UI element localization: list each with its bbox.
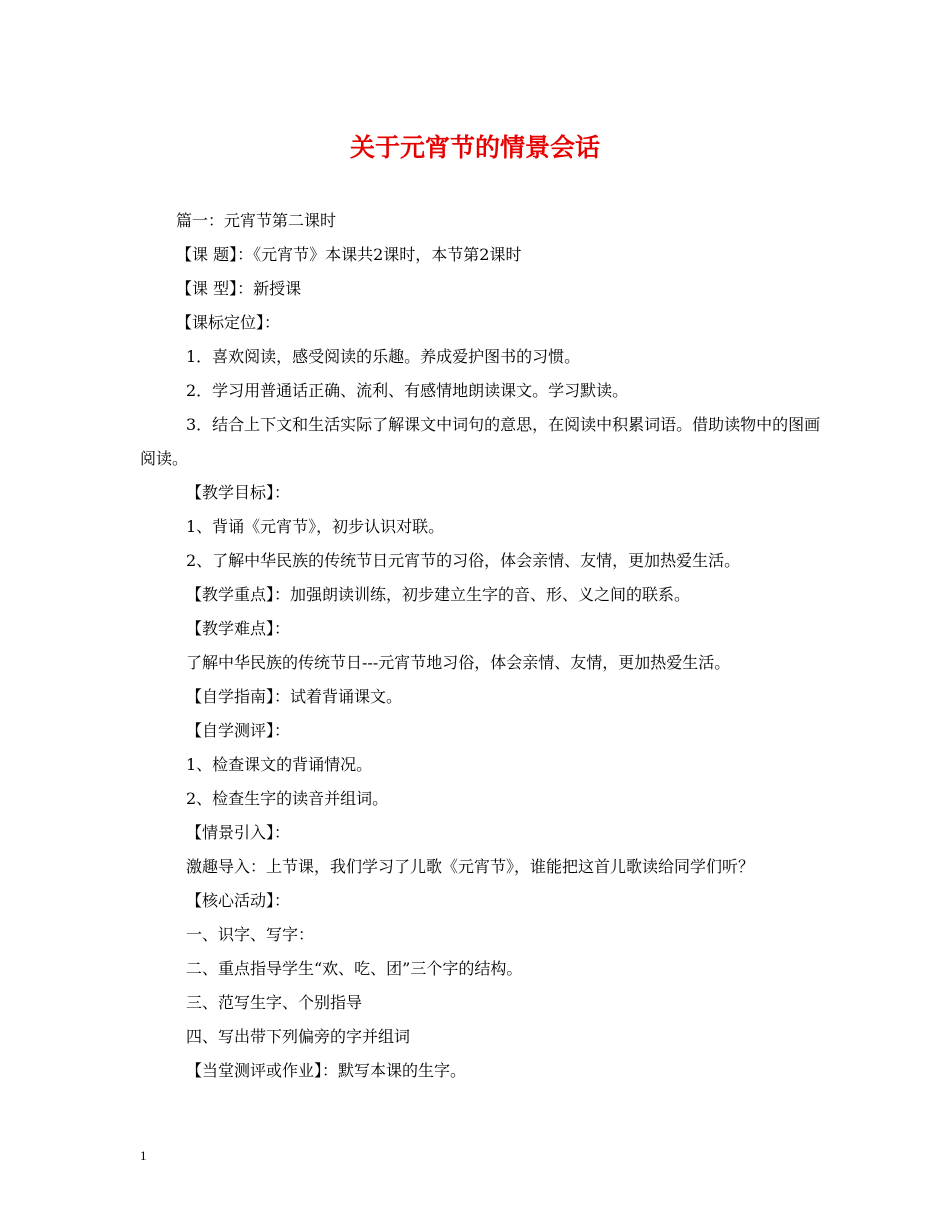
activity-item-2: 二、重点指导学生“欢、吃、团”三个字的结构。 <box>186 959 523 978</box>
objective-item-1: 1、背诵《元宵节》，初步认识对联。 <box>186 517 445 536</box>
difficulties-heading: 【教学难点】： <box>186 619 291 638</box>
lesson-topic: 【课 题】：《元宵节》本课共2课时，本节第2课时 <box>176 245 522 264</box>
activity-item-1: 一、识字、写字： <box>186 925 315 944</box>
difficulties-text: 了解中华民族的传统节日---元宵节地习俗，体会亲情、友情，更加热爱生活。 <box>186 653 731 672</box>
lesson-type: 【课 型】：新授课 <box>176 279 302 298</box>
standard-item-2: 2．学习用普通话正确、流利、有感情地朗读课文。学习默读。 <box>186 381 629 400</box>
key-points: 【教学重点】：加强朗读训练，初步建立生字的音、形、义之间的联系。 <box>186 585 691 604</box>
section-heading: 篇一：元宵节第二课时 <box>176 211 337 230</box>
scenario-text: 激趣导入：上节课，我们学习了儿歌《元宵节》，谁能把这首儿歌读给同学们听？ <box>186 857 755 876</box>
document-body <box>140 204 830 1088</box>
self-assessment-heading: 【自学测评】： <box>186 721 291 740</box>
objectives-heading: 【教学目标】： <box>186 483 291 502</box>
standard-item-3: 3．结合上下文和生活实际了解课文中词句的意思，在阅读中积累词语。借助读物中的图画阅读。 <box>140 415 821 468</box>
scenario-heading: 【情景引入】： <box>186 823 291 842</box>
activity-item-3: 三、范写生字、个别指导 <box>186 993 363 1012</box>
activity-item-4: 四、写出带下列偏旁的字并组词 <box>186 1027 411 1046</box>
standard-heading: 【课标定位】： <box>176 313 281 332</box>
objective-item-2: 2、了解中华民族的传统节日元宵节的习俗，体会亲情、友情，更加热爱生活。 <box>186 551 741 570</box>
self-study-guide: 【自学指南】：试着背诵课文。 <box>186 687 403 706</box>
core-activity-heading: 【核心活动】： <box>186 891 291 910</box>
page-number: 1 <box>140 1148 147 1163</box>
self-assessment-item-2: 2、检查生字的读音并组词。 <box>186 789 389 808</box>
self-assessment-item-1: 1、检查课文的背诵情况。 <box>186 755 373 774</box>
standard-item-1: 1．喜欢阅读，感受阅读的乐趣。养成爱护图书的习惯。 <box>186 347 581 366</box>
homework: 【当堂测评或作业】：默写本课的生字。 <box>186 1061 467 1080</box>
document-title: 关于元宵节的情景会话 <box>349 133 600 162</box>
